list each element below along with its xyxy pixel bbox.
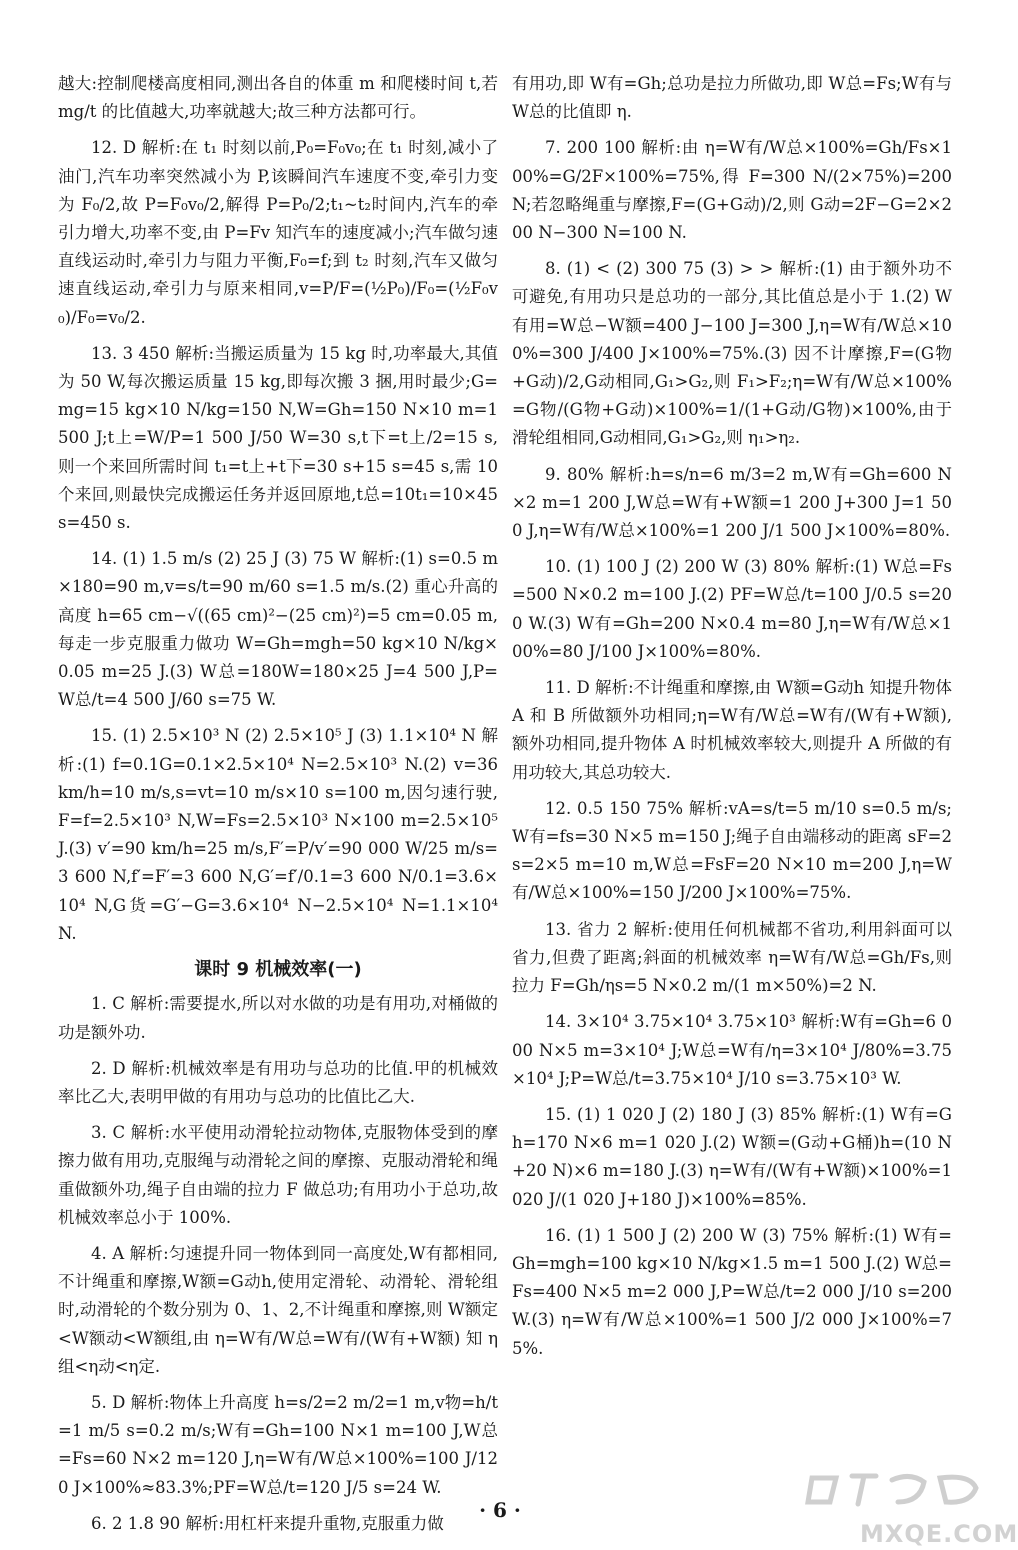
answer-4: 4. A 解析:匀速提升同一物体到同一高度处,W有都相同,不计绳重和摩擦,W额=G动h,使用定滑轮、动滑轮、滑轮组时,动滑轮的个数分别为 0、1、2,不计绳重和摩擦,则 W额定<W额动<W额组,由 η=W有/W总=W有/(W有+W额) 知 η组<η动<η定. — [58, 1243, 498, 1376]
section-title: 课时 9 机械效率(一) — [194, 959, 362, 981]
paragraph: 有用功,即 W有=Gh;总功是拉力所做功,即 W总=Fs;W有与 W总的比值即 η. — [512, 74, 952, 122]
answer-12: 12. D 解析:在 t₁ 时刻以前,P₀=F₀v₀;在 t₁ 时刻,减小了油门,汽车功率突然减小为 P,该瞬间汽车速度不变,牵引力变为 F₀/2,故 P=F₀v₀/2,解得 P=P₀/2;t₁~t₂时间内,汽车的牵引力增大,功率不变,由 P=Fv 知汽车的速度减小;汽车做匀速直线运动时,牵引力与阻力平衡,F₀=f;到 t₂ 时刻,汽车又做匀速直线运动,牵引力与原来相同,v=P/F=(½P₀)/F₀=(½F₀v₀)/F₀=v₀/2. — [58, 138, 498, 327]
answer-14b: 14. 3×10⁴ 3.75×10⁴ 3.75×10³ 解析:W有=Gh=6 000 N×5 m=3×10⁴ J;W总=W有/η=3×10⁴ J/80%=3.75×10⁴ J;P=W总/t=3.75×10⁴ J/10 s=3.75×10³ W. — [512, 1012, 952, 1088]
answer-12b: 12. 0.5 150 75% 解析:vA=s/t=5 m/10 s=0.5 m/s;W有=fs=30 N×5 m=150 J;绳子自由端移动的距离 sF=2s=2×5 m=10 m,W总=FsF=20 N×10 m=200 J,η=W有/W总×100%=150 J/200 J×100%=75%. — [512, 798, 952, 903]
answer-1: 1. C 解析:需要提水,所以对水做的功是有用功,对桶做的功是额外功. — [58, 994, 498, 1042]
answer-3: 3. C 解析:水平使用动滑轮拉动物体,克服物体受到的摩擦力做有用功,克服绳与动滑轮之间的摩擦、克服动滑轮和绳重做额外功,绳子自由端的拉力 F 做总功;有用功小于总功,故机械效率总小于 100%. — [58, 1123, 498, 1227]
answer-6: 6. 2 1.8 90 解析:用杠杆来提升重物,克服重力做 — [91, 1513, 444, 1533]
answer-5: 5. D 解析:物体上升高度 h=s/2=2 m/2=1 m,v物=h/t=1 m/5 s=0.2 m/s;W有=Gh=100 N×1 m=100 J,W总=Fs=60 N×2 m=120 J,η=W有/W总×100%=100 J/120 J×100%≈83.3%;PF=W总/t=120 J/5 s=24 W. — [58, 1392, 498, 1497]
paragraph: 越大:控制爬楼高度相同,测出各自的体重 m 和爬楼时间 t,若 mg/t 的比值越大,功率就越大;故三种方法都可行。 — [58, 74, 498, 122]
answer-15: 15. (1) 2.5×10³ N (2) 2.5×10⁵ J (3) 1.1×10⁴ N 解析:(1) f=0.1G=0.1×2.5×10⁴ N=2.5×10³ N.(2) v=36 km/h=10 m/s,s=vt=10 m/s×10 s=100 m,因匀速行驶,F=f=2.5×10³ N,W=Fs=2.5×10³ N×100 m=2.5×10⁵ J.(3) v′=90 km/h=25 m/s,F′=P/v′=90 000 W/25 m/s=3 600 N,f′=F′=3 600 N,G′=f′/0.1=3 600 N/0.1=3.6×10⁴ N,G货=G′−G=3.6×10⁴ N−2.5×10⁴ N=1.1×10⁴ N. — [58, 726, 498, 943]
answer-8: 8. (1) < (2) 300 75 (3) > > 解析:(1) 由于额外功不可避免,有用功只是总功的一部分,其比值总是小于 1.(2) W有用=W总−W额=400 J−100 J=300 J,η=W有/W总×100%=300 J/400 J×100%=75%.(3) 因不计摩擦,F=(G物+G动)/2,G动相同,G₁>G₂,则 F₁>F₂;η=W有/W总×100%=G物/(G物+G动)×100%=1/(1+G动/G物)×100%,由于滑轮组相同,G动相同,G₁>G₂,则 η₁>η₂. — [512, 259, 952, 448]
answer-16: 16. (1) 1 500 J (2) 200 W (3) 75% 解析:(1) W有=Gh=mgh=100 kg×10 N/kg×1.5 m=1 500 J.(2) W总=Fs=400 N×5 m=2 000 J,P=W总/t=2 000 J/10 s=200 W.(3) η=W有/W总×100%=1 500 J/2 000 J×100%=75%. — [512, 1225, 952, 1358]
answer-13b: 13. 省力 2 解析:使用任何机械都不省功,利用斜面可以省力,但费了距离;斜面的机械效率 η=W有/W总=Gh/Fs,则拉力 F=Gh/ηs=5 N×0.2 m/(1 m×50%)=2 N. — [512, 919, 952, 996]
answer-10: 10. (1) 100 J (2) 200 W (3) 80% 解析:(1) W总=Fs=500 N×0.2 m=100 J.(2) PF=W总/t=100 J/0.5 s=200 W.(3) W有=Gh=200 N×0.4 m=80 J,η=W有/W总×100%=80 J/100 J×100%=80%. — [512, 557, 952, 661]
answer-9: 9. 80% 解析:h=s/n=6 m/3=2 m,W有=Gh=600 N×2 m=1 200 J,W总=W有+W额=1 200 J+300 J=1 500 J,η=W有/W总×100%=1 200 J/1 500 J×100%=80%. — [512, 464, 952, 541]
left-column — [58, 70, 498, 1546]
answer-13: 13. 3 450 解析:当搬运质量为 15 kg 时,功率最大,其值为 50 W,每次搬运质量 15 kg,即每次搬 3 捆,用时最少;G=mg=15 kg×10 N/kg=150 N,W=Gh=150 N×10 m=1 500 J;t上=W/P=1 500 J/50 W=30 s,t下=t上/2=15 s,则一个来回所需时间 t₁=t上+t下=30 s+15 s=45 s,需 10 个来回,则最快完成搬运任务并返回原地,t总=10t₁=10×45 s=450 s. — [58, 343, 498, 533]
page-number: · 6 · — [479, 1498, 521, 1522]
answer-14: 14. (1) 1.5 m/s (2) 25 J (3) 75 W 解析:(1) s=0.5 m×180=90 m,v=s/t=90 m/60 s=1.5 m/s.(2) 重心升高的高度 h=65 cm−√((65 cm)²−(25 cm)²)=5 cm=0.05 m,每走一步克服重力做功 W=Gh=mgh=50 kg×10 N/kg×0.05 m=25 J.(3) W总=180W=180×25 J=4 500 J,P=W总/t=4 500 J/60 s=75 W. — [58, 549, 498, 710]
watermark-text: MXQE.COM — [860, 1520, 1018, 1548]
answer-11: 11. D 解析:不计绳重和摩擦,由 W额=G动h 知提升物体 A 和 B 所做额外功相同;η=W有/W总=W有/(W有+W额),额外功相同,提升物体 A 时机械效率较大,则提升 A 所做的有用功较大,其总功较大. — [512, 678, 952, 782]
right-column — [512, 70, 952, 1371]
answer-7: 7. 200 100 解析:由 η=W有/W总×100%=Gh/Fs×100%=G/2F×100%=75%,得 F=300 N/(2×75%)=200 N;若忽略绳重与摩擦,F=(G+G动)/2,则 G动=2F−G=2×200 N−300 N=100 N. — [512, 138, 952, 243]
answer-15b: 15. (1) 1 020 J (2) 180 J (3) 85% 解析:(1) W有=Gh=170 N×6 m=1 020 J.(2) W额=(G动+G桶)h=(10 N+20 N)×6 m=180 J.(3) η=W有/(W有+W额)×100%=1 020 J/(1 020 J+180 J)×100%=85%. — [512, 1104, 952, 1209]
answer-2: 2. D 解析:机械效率是有用功与总功的比值.甲的机械效率比乙大,表明甲做的有用功与总功的比值比乙大. — [58, 1058, 498, 1106]
